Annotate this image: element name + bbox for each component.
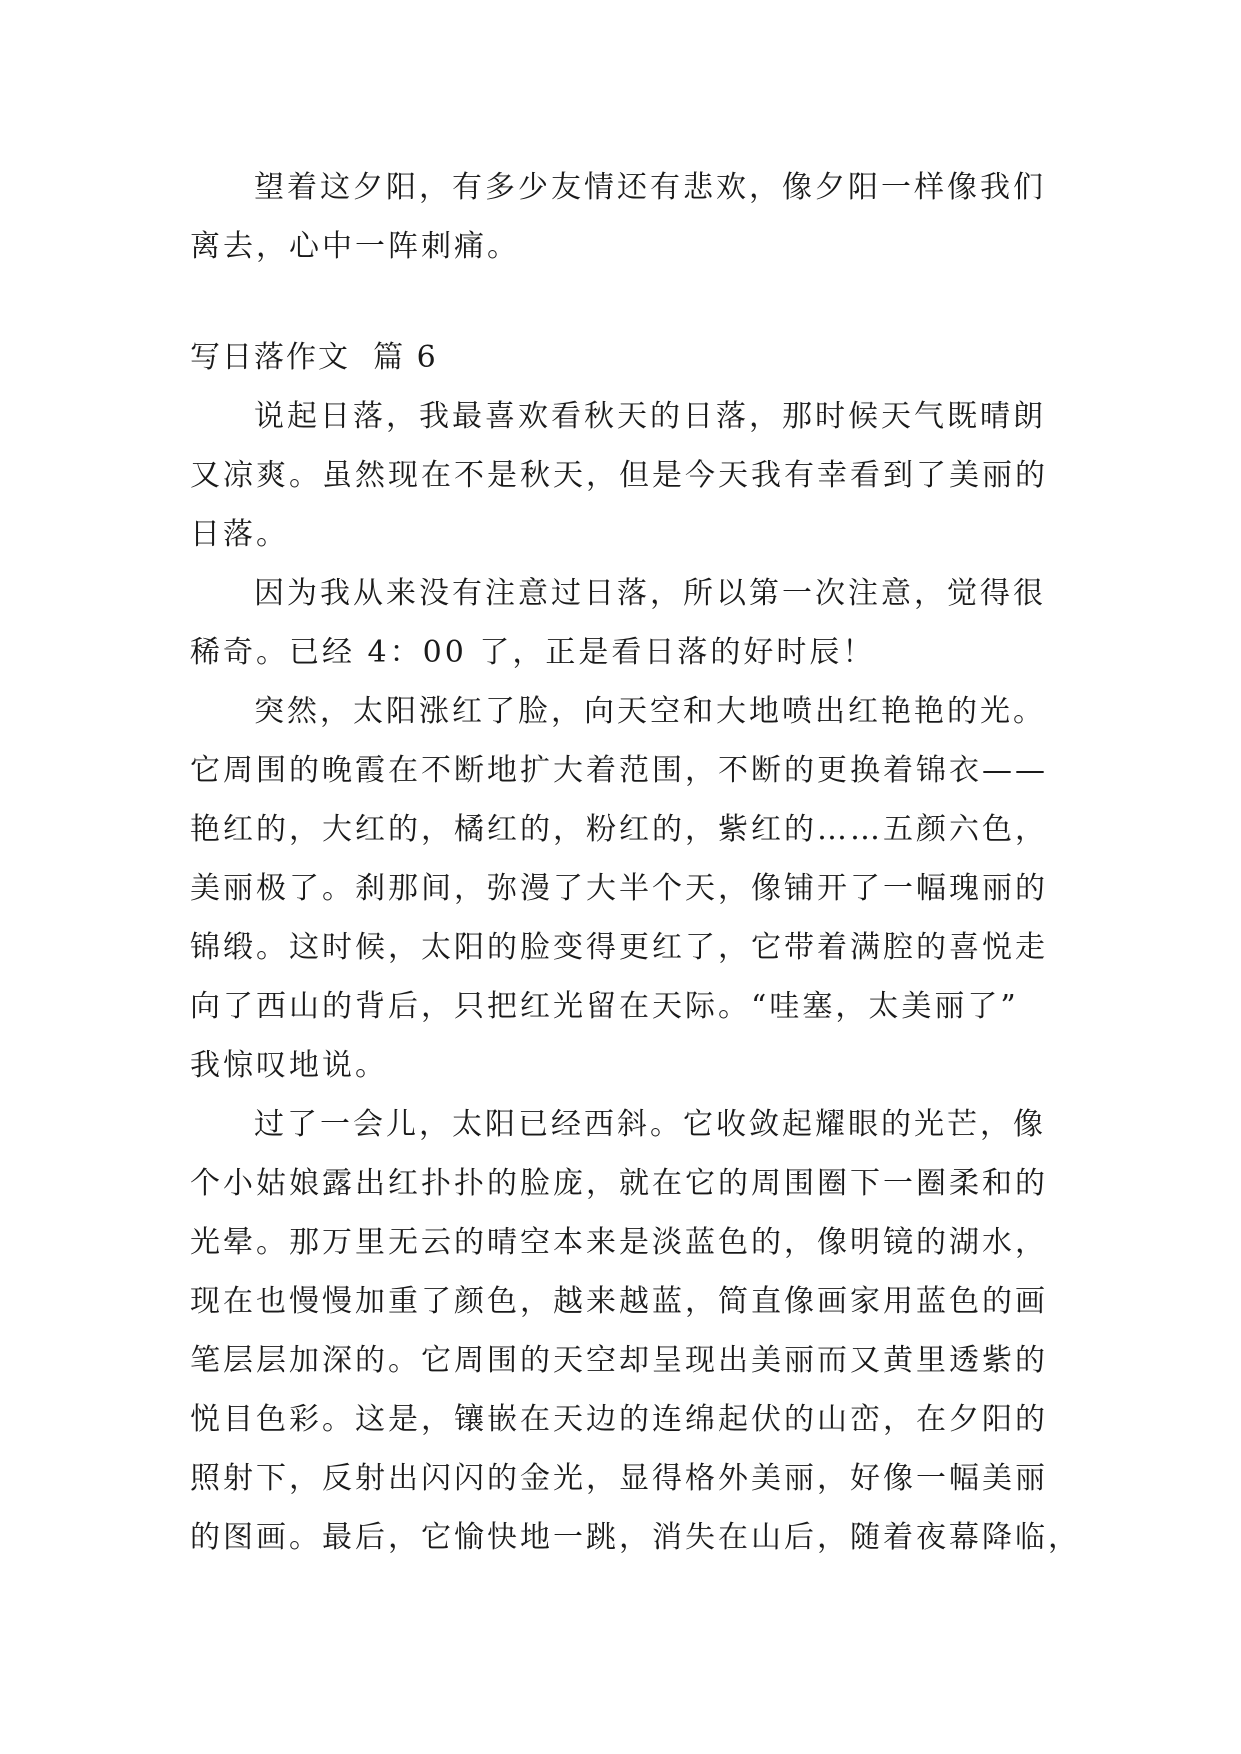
- text-line: 说起日落，我最喜欢看秋天的日落，那时候天气既晴朗: [254, 399, 1046, 434]
- text-line: 个小姑娘露出红扑扑的脸庞，就在它的周围圈下一圈柔和的: [190, 1166, 1048, 1201]
- section-heading: 写日落作文 篇 6: [190, 340, 438, 375]
- paragraph-2: [190, 387, 1070, 564]
- text-line: 过了一会儿，太阳已经西斜。它收敛起耀眼的光芒，像: [254, 1107, 1046, 1142]
- text-line: 又凉爽。虽然现在不是秋天，但是今天我有幸看到了美丽的: [190, 458, 1048, 493]
- text-line: 美丽极了。刹那间，弥漫了大半个天，像铺开了一幅瑰丽的: [190, 871, 1048, 906]
- text-line: 艳红的，大红的，橘红的，粉红的，紫红的……五颜六色，: [190, 812, 1048, 847]
- text-line: 的图画。最后，它愉快地一跳，消失在山后，随着夜幕降临，: [190, 1520, 1081, 1555]
- paragraph-3: [190, 564, 1070, 682]
- text-line: 现在也慢慢加重了颜色，越来越蓝，简直像画家用蓝色的画: [190, 1284, 1048, 1319]
- section-gap: [190, 276, 1070, 328]
- text-line: 照射下，反射出闪闪的金光，显得格外美丽，好像一幅美丽: [190, 1461, 1048, 1496]
- text-line: 我惊叹地说。: [190, 1048, 388, 1083]
- text-line: 离去，心中一阵刺痛。: [190, 229, 520, 264]
- text-line: 因为我从来没有注意过日落，所以第一次注意，觉得很: [254, 576, 1046, 611]
- text-line: 日落。: [190, 517, 289, 552]
- text-line: 突然，太阳涨红了脸，向天空和大地喷出红艳艳的光。: [254, 694, 1046, 729]
- document-body: [190, 158, 1081, 1567]
- paragraph-4: [190, 682, 1070, 1095]
- text-line: 笔层层加深的。它周围的天空却呈现出美丽而又黄里透紫的: [190, 1343, 1048, 1378]
- text-line: 稀奇。已经 4：00 了，正是看日落的好时辰！: [190, 635, 876, 670]
- text-line: 光晕。那万里无云的晴空本来是淡蓝色的，像明镜的湖水，: [190, 1225, 1048, 1260]
- text-line: 悦目色彩。这是，镶嵌在天边的连绵起伏的山峦，在夕阳的: [190, 1402, 1048, 1437]
- text-line: 它周围的晚霞在不断地扩大着范围，不断的更换着锦衣——: [190, 753, 1048, 788]
- text-line: 向了西山的背后，只把红光留在天际。“哇塞，太美丽了”: [190, 989, 1019, 1024]
- paragraph-5: [190, 1095, 1081, 1567]
- text-line: 锦缎。这时候，太阳的脸变得更红了，它带着满腔的喜悦走: [190, 930, 1048, 965]
- text-line: 望着这夕阳，有多少友情还有悲欢，像夕阳一样像我们: [254, 170, 1046, 205]
- paragraph-1: [190, 158, 1070, 276]
